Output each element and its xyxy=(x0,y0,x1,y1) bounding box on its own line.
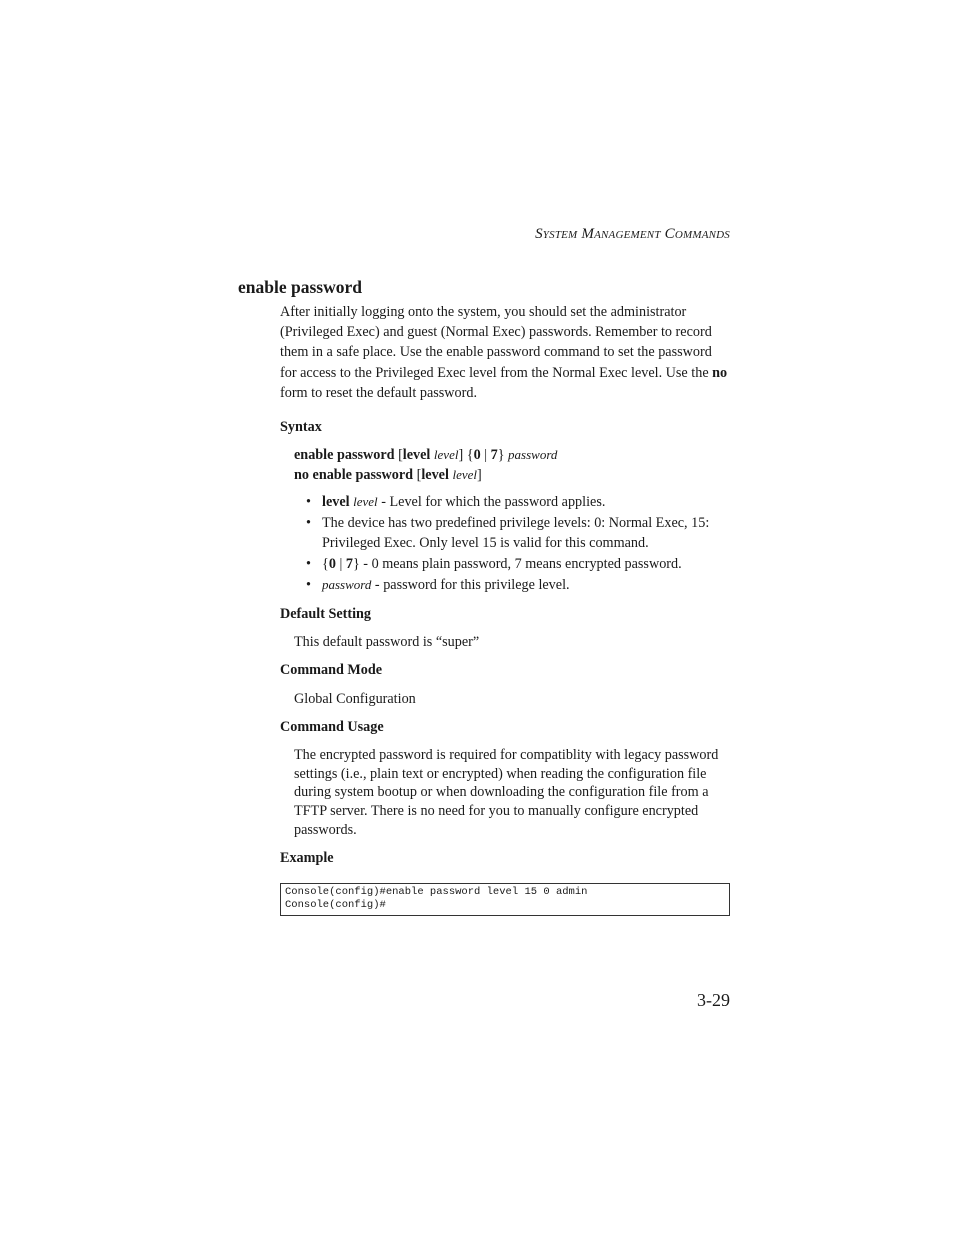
default-setting-heading: Default Setting xyxy=(280,606,372,622)
param-description: The device has two predefined privilege levels: 0: Normal Exec, 15: Privileged Exec. Only level 15 is valid for this command. xyxy=(322,515,710,551)
intro-paragraph xyxy=(280,302,730,403)
command-usage-text: The encrypted password is required for compatiblity with legacy password settings (i.e., plain text or encrypted) when reading the configuration file during system bootup or when downloading the configuration file from a TFTP server. There is no need for you to manually configure encrypted passwords. xyxy=(294,747,719,838)
param-separator: | xyxy=(335,556,346,572)
param-description: - password for this privilege level. xyxy=(371,577,570,593)
syntax-zero: 0 xyxy=(473,447,481,463)
intro-no-keyword: no xyxy=(712,364,728,381)
param-description: - Level for which the password applies. xyxy=(377,494,606,510)
param-zero: 0 xyxy=(328,556,336,572)
running-head-c: C xyxy=(664,226,675,242)
syntax-line-1 xyxy=(294,445,557,465)
example-code-box xyxy=(280,883,730,916)
syntax-bracket: [ xyxy=(394,447,403,463)
running-head-anagement: ANAGEMENT xyxy=(594,229,661,241)
param-arg: level xyxy=(353,494,378,509)
syntax-level-arg: level xyxy=(433,447,459,462)
syntax-separator: | xyxy=(480,447,491,463)
syntax-bracket: ] xyxy=(477,467,482,483)
param-brace: } xyxy=(352,556,360,572)
syntax-heading: Syntax xyxy=(280,419,322,435)
running-head-ommands: OMMANDS xyxy=(674,229,730,241)
syntax-cmd: enable password xyxy=(294,447,395,463)
syntax-bracket: } xyxy=(497,447,509,463)
running-header xyxy=(380,226,730,243)
command-mode-heading: Command Mode xyxy=(280,662,383,678)
example-heading: Example xyxy=(280,850,334,866)
syntax-bracket: [ xyxy=(413,467,422,483)
running-head-ystem: YSTEM xyxy=(542,229,578,241)
list-item xyxy=(306,554,736,574)
param-seven: 7 xyxy=(345,556,353,572)
syntax-bracket: ] { xyxy=(458,447,474,463)
syntax-seven: 7 xyxy=(490,447,498,463)
syntax-line-2 xyxy=(294,465,557,485)
running-head-s: S xyxy=(535,226,543,242)
running-head-m: M xyxy=(581,226,595,242)
param-description: - 0 means plain password, 7 means encrypted password. xyxy=(359,556,682,572)
syntax-no-cmd: no enable password xyxy=(294,467,414,483)
intro-text-1: After initially logging onto the system, you should set the administrator (Privileged Exec) and guest (Normal Exec) passwords. Remember to record them in a safe place. Use the enable password command to set the password for access to the Privileged Exec level from the Normal Exec level. Use the xyxy=(280,304,713,381)
syntax-level-arg: level xyxy=(452,467,477,482)
code-line: Console(config)#enable password level 15 0 admin xyxy=(285,886,588,898)
syntax-block xyxy=(294,445,557,485)
section-title: enable password xyxy=(238,277,362,297)
command-mode-text: Global Configuration xyxy=(294,691,416,707)
list-item xyxy=(306,575,736,595)
page-number: 3-29 xyxy=(697,990,730,1010)
default-setting-text: This default password is “super” xyxy=(294,634,480,650)
list-item xyxy=(306,513,736,553)
syntax-level-keyword: level xyxy=(421,467,449,483)
param-brace: { xyxy=(322,556,329,572)
code-line: Console(config)# xyxy=(285,899,386,911)
parameter-list xyxy=(306,492,736,596)
syntax-password-arg: password xyxy=(508,447,558,462)
command-usage-heading: Command Usage xyxy=(280,719,384,735)
list-item xyxy=(306,492,736,512)
param-arg: password xyxy=(322,577,372,592)
param-keyword: level xyxy=(322,494,350,510)
syntax-level-keyword: level xyxy=(402,447,431,463)
intro-text-2: form to reset the default password. xyxy=(280,384,477,401)
